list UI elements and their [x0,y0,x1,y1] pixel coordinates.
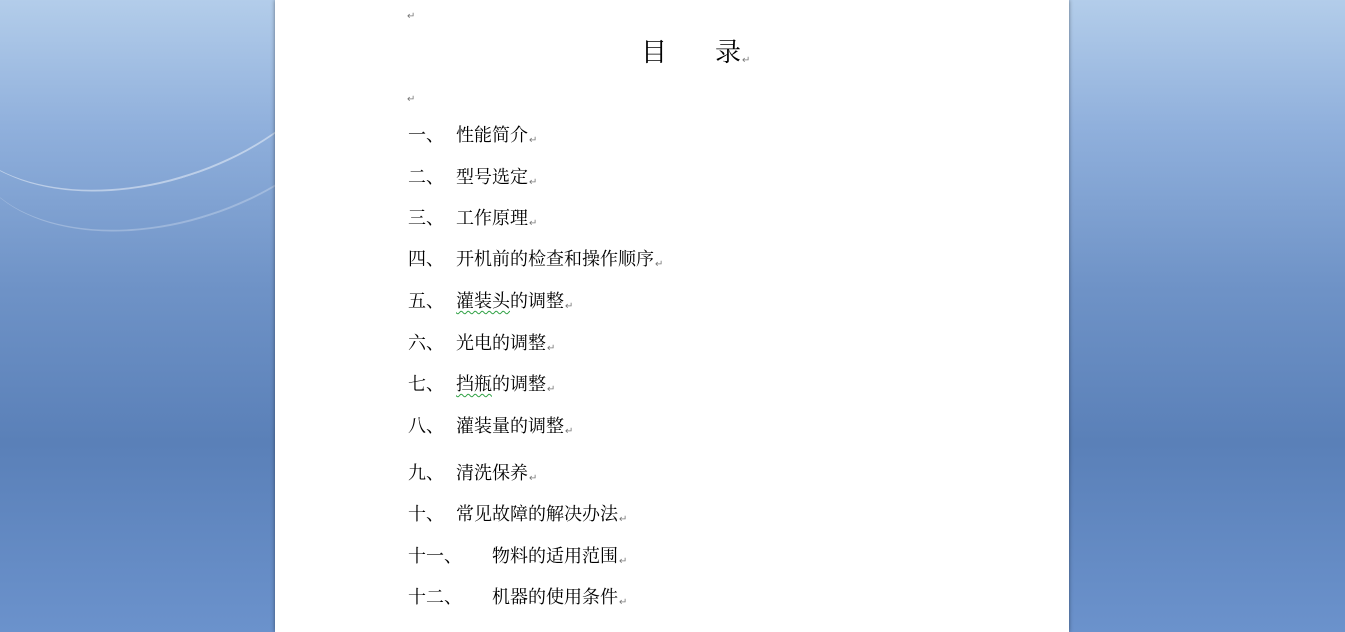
toc-text: 工作原理 [456,208,528,229]
toc-number: 六、 [408,333,444,354]
toc-text: 的调整 [492,374,546,395]
paragraph-mark: ↵ [547,343,556,354]
paragraph-mark: ↵ [742,55,751,66]
toc-item-12[interactable] [408,586,627,610]
paragraph-mark: ↵ [619,514,628,525]
paragraph-mark: ↵ [655,259,664,270]
paragraph-mark: ↵ [529,473,538,484]
toc-text: 的调整 [510,291,564,312]
toc-text: 常见故障的解决办法 [456,504,618,525]
document-page[interactable] [275,0,1069,632]
toc-item-1[interactable] [408,124,537,148]
toc-number: 三、 [408,208,444,229]
toc-text: 光电的调整 [456,333,546,354]
paragraph-mark: ↵ [565,426,574,437]
paragraph-mark: ↵ [529,177,538,188]
toc-item-4[interactable] [408,248,663,272]
paragraph-mark: ↵ [407,11,416,22]
toc-text: 灌装量的调整 [456,416,564,437]
toc-item-9[interactable] [408,462,537,486]
toc-text: 机器的使用条件 [492,587,618,608]
toc-number: 一、 [408,125,444,146]
paragraph-mark: ↵ [619,597,628,608]
spellcheck-flagged-text: 灌装头 [456,291,510,312]
toc-item-3[interactable] [408,207,537,231]
toc-text: 清洗保养 [456,463,528,484]
toc-item-7[interactable] [408,373,555,397]
paragraph-mark: ↵ [619,556,628,567]
paragraph-mark: ↵ [547,384,556,395]
toc-item-6[interactable] [408,332,555,356]
toc-item-2[interactable] [408,166,537,190]
title-part-2: 录 [715,38,742,68]
toc-number: 四、 [408,249,444,270]
toc-number: 二、 [408,167,444,188]
toc-item-11[interactable] [408,545,627,569]
toc-item-8[interactable] [408,415,573,439]
toc-text: 开机前的检查和操作顺序 [456,249,654,270]
toc-number: 十、 [408,504,444,525]
paragraph-mark: ↵ [565,301,574,312]
page-title [641,37,750,77]
toc-number: 七、 [408,374,444,395]
toc-text: 型号选定 [456,167,528,188]
toc-item-10[interactable] [408,503,627,527]
spellcheck-flagged-text: 挡瓶 [456,374,492,395]
toc-number: 十二、 [408,587,462,608]
toc-text: 物料的适用范围 [492,546,618,567]
toc-number: 八、 [408,416,444,437]
toc-number: 九、 [408,463,444,484]
toc-number: 五、 [408,291,444,312]
toc-number: 十一、 [408,546,462,567]
toc-text: 性能简介 [456,125,528,146]
title-part-1: 目 [641,38,668,68]
paragraph-mark: ↵ [529,218,538,229]
paragraph-mark: ↵ [407,94,416,105]
toc-item-5[interactable] [408,290,573,314]
paragraph-mark: ↵ [529,135,538,146]
